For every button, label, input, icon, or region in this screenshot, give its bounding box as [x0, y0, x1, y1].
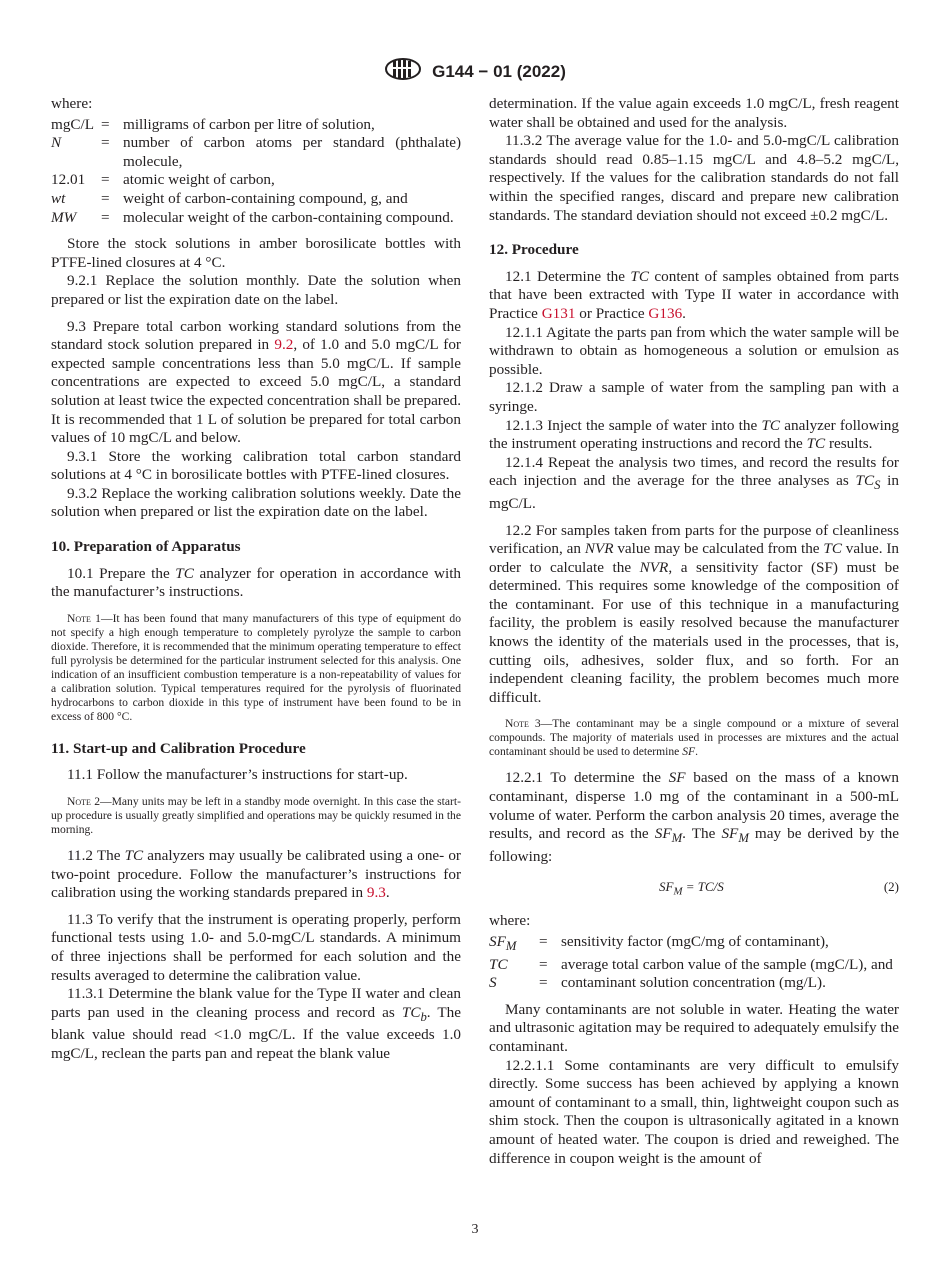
where-label: where:: [489, 912, 531, 930]
section-link[interactable]: 9.2: [274, 336, 294, 354]
note: Note 2—Many units may be left in a standby mode overnight. In this case the start-up procedure is usually greatly simplified and operations may be quickly resumed in the morning.: [51, 795, 461, 837]
paragraph: 10.1 Prepare the TC analyzer for operation in accordance with the manufacturer’s instructions.: [51, 564, 462, 601]
section-heading: 10. Preparation of Apparatus: [51, 538, 241, 556]
definition-row: 12.01 = atomic weight of carbon,: [51, 171, 275, 189]
page-number: 3: [471, 1222, 479, 1237]
paragraph: 9.3.1 Store the working calibration total carbon standard solutions at 4 °C in borosilicate bottles with PTFE-lined closures.: [51, 447, 461, 484]
paragraph: 12.2.1.1 Some contaminants are very difficult to emulsify directly. Some success has been achieved by applying a known amount of contaminant to a small, thin, lightweight coupon such as shim stock. Then the coupon is ultrasonically agitated in a known amount of heated water. The coupon is dried and reweighed. The difference in coupon weight is the amount of: [489, 1056, 899, 1167]
page-header: [0, 58, 950, 85]
paragraph: 12.1.1 Agitate the parts pan from which the water sample will be withdrawn to obtain as homogeneous a solution or emulsion as possible.: [489, 323, 899, 378]
paragraph: 12.1.2 Draw a sample of water from the sampling pan with a syringe.: [489, 379, 899, 415]
equation: $SF_M = TC/S$ (2): [659, 879, 899, 899]
section-link[interactable]: 9.3: [366, 884, 386, 902]
where-label: where:: [51, 95, 93, 112]
left-column: [51, 95, 461, 1064]
paragraph: 9.2.1 Replace the solution monthly. Date the solution when prepared or list the expiration date on the label.: [51, 272, 461, 308]
paragraph: 12.1 Determine the TC content of samples obtained from parts that have been extracted with Type II water in accordance with Practice G131 or Practice G136.: [489, 267, 899, 322]
variable-definitions: [51, 116, 461, 228]
definition-row: TC = average total carbon value of the sample (mgC/L), and: [489, 955, 893, 973]
right-column: [489, 95, 899, 1168]
standard-link[interactable]: G136: [648, 304, 683, 322]
paragraph: 9.3.2 Replace the working calibration solutions weekly. Date the solution when prepared or list the expiration date on the label.: [51, 484, 461, 521]
paragraph: 11.3.1 Determine the blank value for the Type II water and clean parts pan used in the cleaning process and record as $TC_b$. The blank value should read <1.0 mgC/L. If the value exceeds 1.0 mgC/L, reclean the parts pan and repeat the blank value: [51, 985, 462, 1062]
definition-row: N = number of carbon atoms per standard (phthalate) molecule,: [51, 134, 461, 170]
section-heading: 12. Procedure: [489, 241, 579, 259]
definition-row: MW = molecular weight of the carbon-containing compound.: [51, 208, 454, 226]
definition-row: mgC/L = milligrams of carbon per litre of solution,: [51, 115, 375, 133]
paragraph: 9.3 Prepare total carbon working standard solutions from the standard stock solution prepared in 9.2, of 1.0 and 5.0 mgC/L for expected sample concentrations less than 5.0 mgC/L. If sample concentrations are expected to exceed 5.0 mgC/L, a standard solution at least twice the expected concentration shall be prepared. It is recommended that 1 L of solution be prepared for total carbon values of 10 mgC/L and below.: [51, 317, 461, 447]
paragraph: 11.2 The TC analyzers may usually be calibrated using a one- or two-point procedure. Follow the manufacturer’s instructions for calibration using the working standards prepared in 9.3.: [51, 847, 461, 902]
definition-row: $SF_M$ = sensitivity factor (mgC/mg of contaminant),: [489, 933, 829, 954]
paragraph: 11.1 Follow the manufacturer’s instructions for start-up.: [67, 766, 408, 784]
standard-link[interactable]: G131: [541, 304, 576, 322]
equation-number: (2): [883, 879, 899, 895]
paragraph: 12.1.3 Inject the sample of water into the TC analyzer following the instrument operating instructions and record the TC results.: [489, 416, 899, 453]
paragraph: Many contaminants are not soluble in water. Heating the water and ultrasonic agitation may be required to adequately emulsify the contaminant.: [489, 1000, 899, 1056]
note: Note 1—It has been found that many manufacturers of this type of equipment do not specify a high enough temperature to completely pyrolyze the sample to carbon dioxide. Therefore, it is recommended that the minimum operating temperature to effect full pyrolysis be determined for the particular instrument selected for this analysis. One indication of an insufficient combustion temperature is a non-repeatability of values for a calibration solution. Typical temperatures required for the pyrolysis of fluorinated hydrocarbons to carbon dioxide in this type of instrument have been found to be in excess of 800 °C.: [51, 611, 461, 723]
paragraph: determination. If the value again exceeds 1.0 mgC/L, fresh reagent water shall be obtained and used for the analysis.: [489, 95, 899, 131]
paragraph: 12.2.1 To determine the SF based on the mass of a known contaminant, disperse 1.0 mg of the contaminant in a 500-mL volume of water. Perform the carbon analysis 20 times, average the results, and record as the $SF_M$. The $SF_M$ may be derived by the following:: [489, 769, 899, 865]
section-heading: 11. Start-up and Calibration Procedure: [51, 739, 306, 757]
paragraph: 12.2 For samples taken from parts for the purpose of cleanliness verification, an NVR value may be calculated from the TC value. In order to calculate the NVR, a sensitivity factor (SF) must be determined. This requires some knowledge of the composition of the contaminant. For use of this technique in a manufacturing facility, the problem is easily resolved because the manufacturer knows the identity of the materials used in the processes, that is, cutting oils, adhesives, solder flux, and so forth. For an independent cleaning facility, the problem becomes much more difficult.: [489, 521, 899, 706]
paragraph: 12.1.4 Repeat the analysis two times, and record the results for each injection and the average for the three analyses as $TC_S$ in mgC/L.: [489, 453, 899, 512]
paragraph: 11.3.2 The average value for the 1.0- and 5.0-mgC/L calibration standards should read 0.85–1.15 mgC/L and 4.8–5.2 mgC/L, respectively. If the values for the calibration standards do not fall within the specified ranges, discard and prepare new calibration standards. The standard deviation should not exceed ±0.2 mgC/L.: [489, 132, 899, 224]
paragraph: Store the stock solutions in amber borosilicate bottles with PTFE-lined closures at 4 °C.: [51, 235, 461, 271]
standard-designation: G144 − 01 (2022): [432, 61, 566, 81]
astm-logo-icon: [384, 58, 422, 85]
note: Note 3—The contaminant may be a single compound or a mixture of several compounds. The majority of materials used in processes are mixtures and the actual contaminant should be used to determine SF.: [489, 717, 899, 759]
variable-definitions: [489, 933, 899, 993]
definition-row: wt = weight of carbon-containing compound, g, and: [51, 189, 408, 207]
paragraph: 11.3 To verify that the instrument is operating properly, perform functional tests using 1.0- and 5.0-mgC/L standards. A minimum of three injections shall be performed for each solution and the results averaged to determine the calibration value.: [51, 910, 461, 984]
definition-row: S = contaminant solution concentration (mg/L).: [489, 974, 826, 992]
